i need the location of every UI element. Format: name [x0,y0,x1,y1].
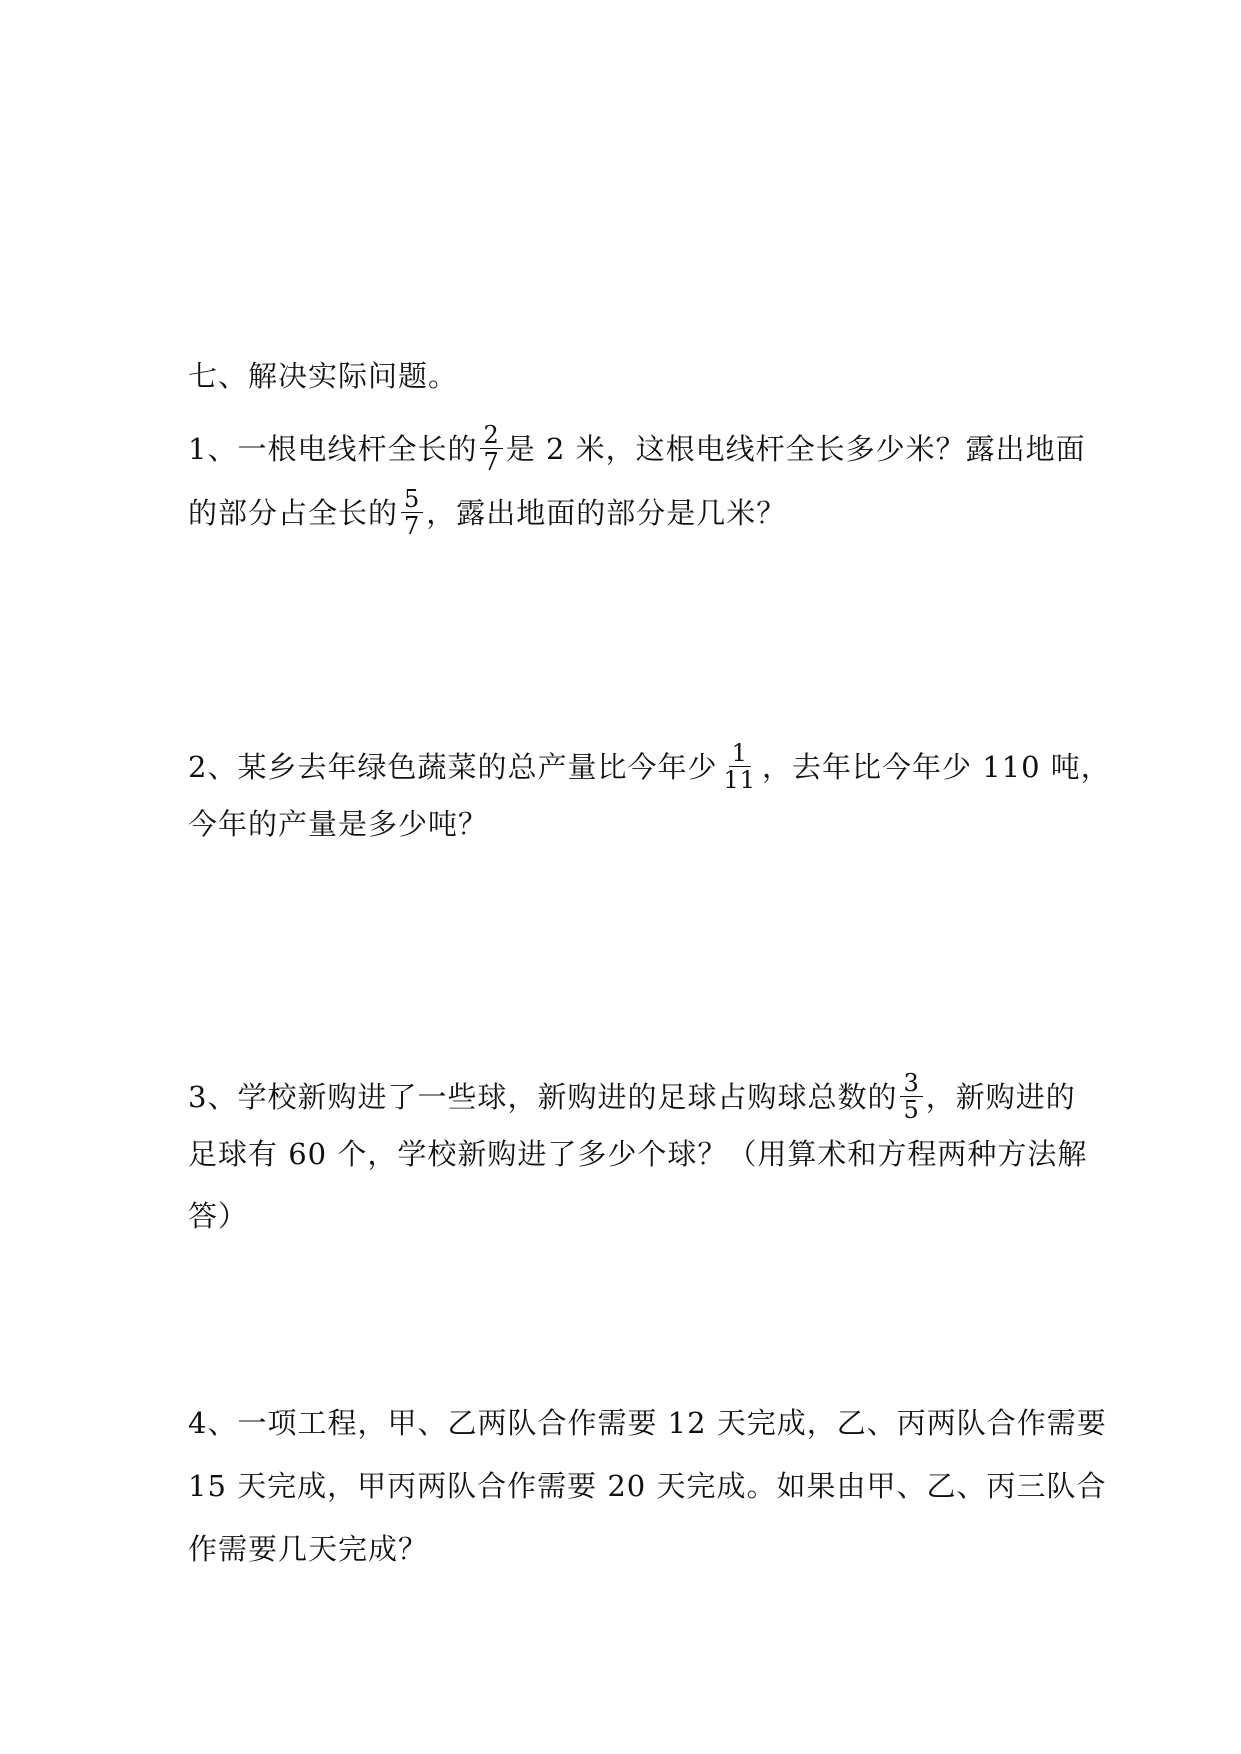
problem-2-text-b: ，去年比今年少 110 吨， [762,749,1111,784]
problem-4-line-2 [188,1468,1107,1504]
problem-3-text-d: 答） [188,1199,249,1233]
fraction-2-7 [480,422,502,475]
problem-4-text-b: 15 天完成，甲丙两队合作需要 20 天完成。如果由甲、乙、丙三队合 [188,1469,1107,1503]
section-title [188,358,1058,394]
problem-2-text-c: 今年的产量是多少吨？ [188,807,489,841]
problem-1-text-b: 是 2 米，这根电线杆全长多少米？露出地面 [505,431,1086,466]
section-title-text: 七、解决实际问题。 [188,359,459,393]
fraction-denominator: 7 [404,512,421,540]
problem-2-line-1 [188,739,1111,794]
problem-4-line-3 [188,1531,1058,1567]
problem-3-text-b: ，新购进的 [925,1079,1076,1114]
fraction-denominator: 7 [483,448,500,476]
fraction-denominator: 5 [903,1096,920,1124]
problem-1-line-2 [188,486,1058,539]
fraction-numerator: 1 [729,740,751,767]
problem-1-line-1 [188,421,1086,476]
problem-4-text-a: 4、一项工程，甲、乙两队合作需要 12 天完成，乙、丙两队合作需要 [188,1406,1107,1440]
fraction-denominator: 11 [723,766,756,794]
problem-1-text-c: 的部分占全长的 [188,495,399,530]
problem-4-text-c: 作需要几天完成？ [188,1532,429,1566]
problem-2-text-a: 2、某乡去年绿色蔬菜的总产量比今年少 [188,749,718,784]
fraction-3-5 [900,1070,922,1123]
problem-3-text-a: 3、学校新购进了一些球，新购进的足球占购球总数的 [188,1079,898,1114]
problem-1-text-d: ，露出地面的部分是几米？ [426,495,787,530]
problem-4-line-1 [188,1405,1107,1441]
problem-1-text-a: 1、一根电线杆全长的 [188,431,478,466]
fraction-numerator: 5 [401,486,423,513]
problem-3-line-1 [188,1069,1076,1124]
problem-3-line-3 [188,1198,1058,1234]
fraction-1-11 [720,740,759,793]
fraction-5-7 [401,486,423,539]
problem-2-line-2 [188,806,1058,842]
problem-3-line-2 [188,1136,1088,1172]
fraction-numerator: 3 [900,1070,922,1097]
problem-3-text-c: 足球有 60 个，学校新购进了多少个球？（用算术和方程两种方法解 [188,1137,1088,1171]
fraction-numerator: 2 [480,422,502,449]
